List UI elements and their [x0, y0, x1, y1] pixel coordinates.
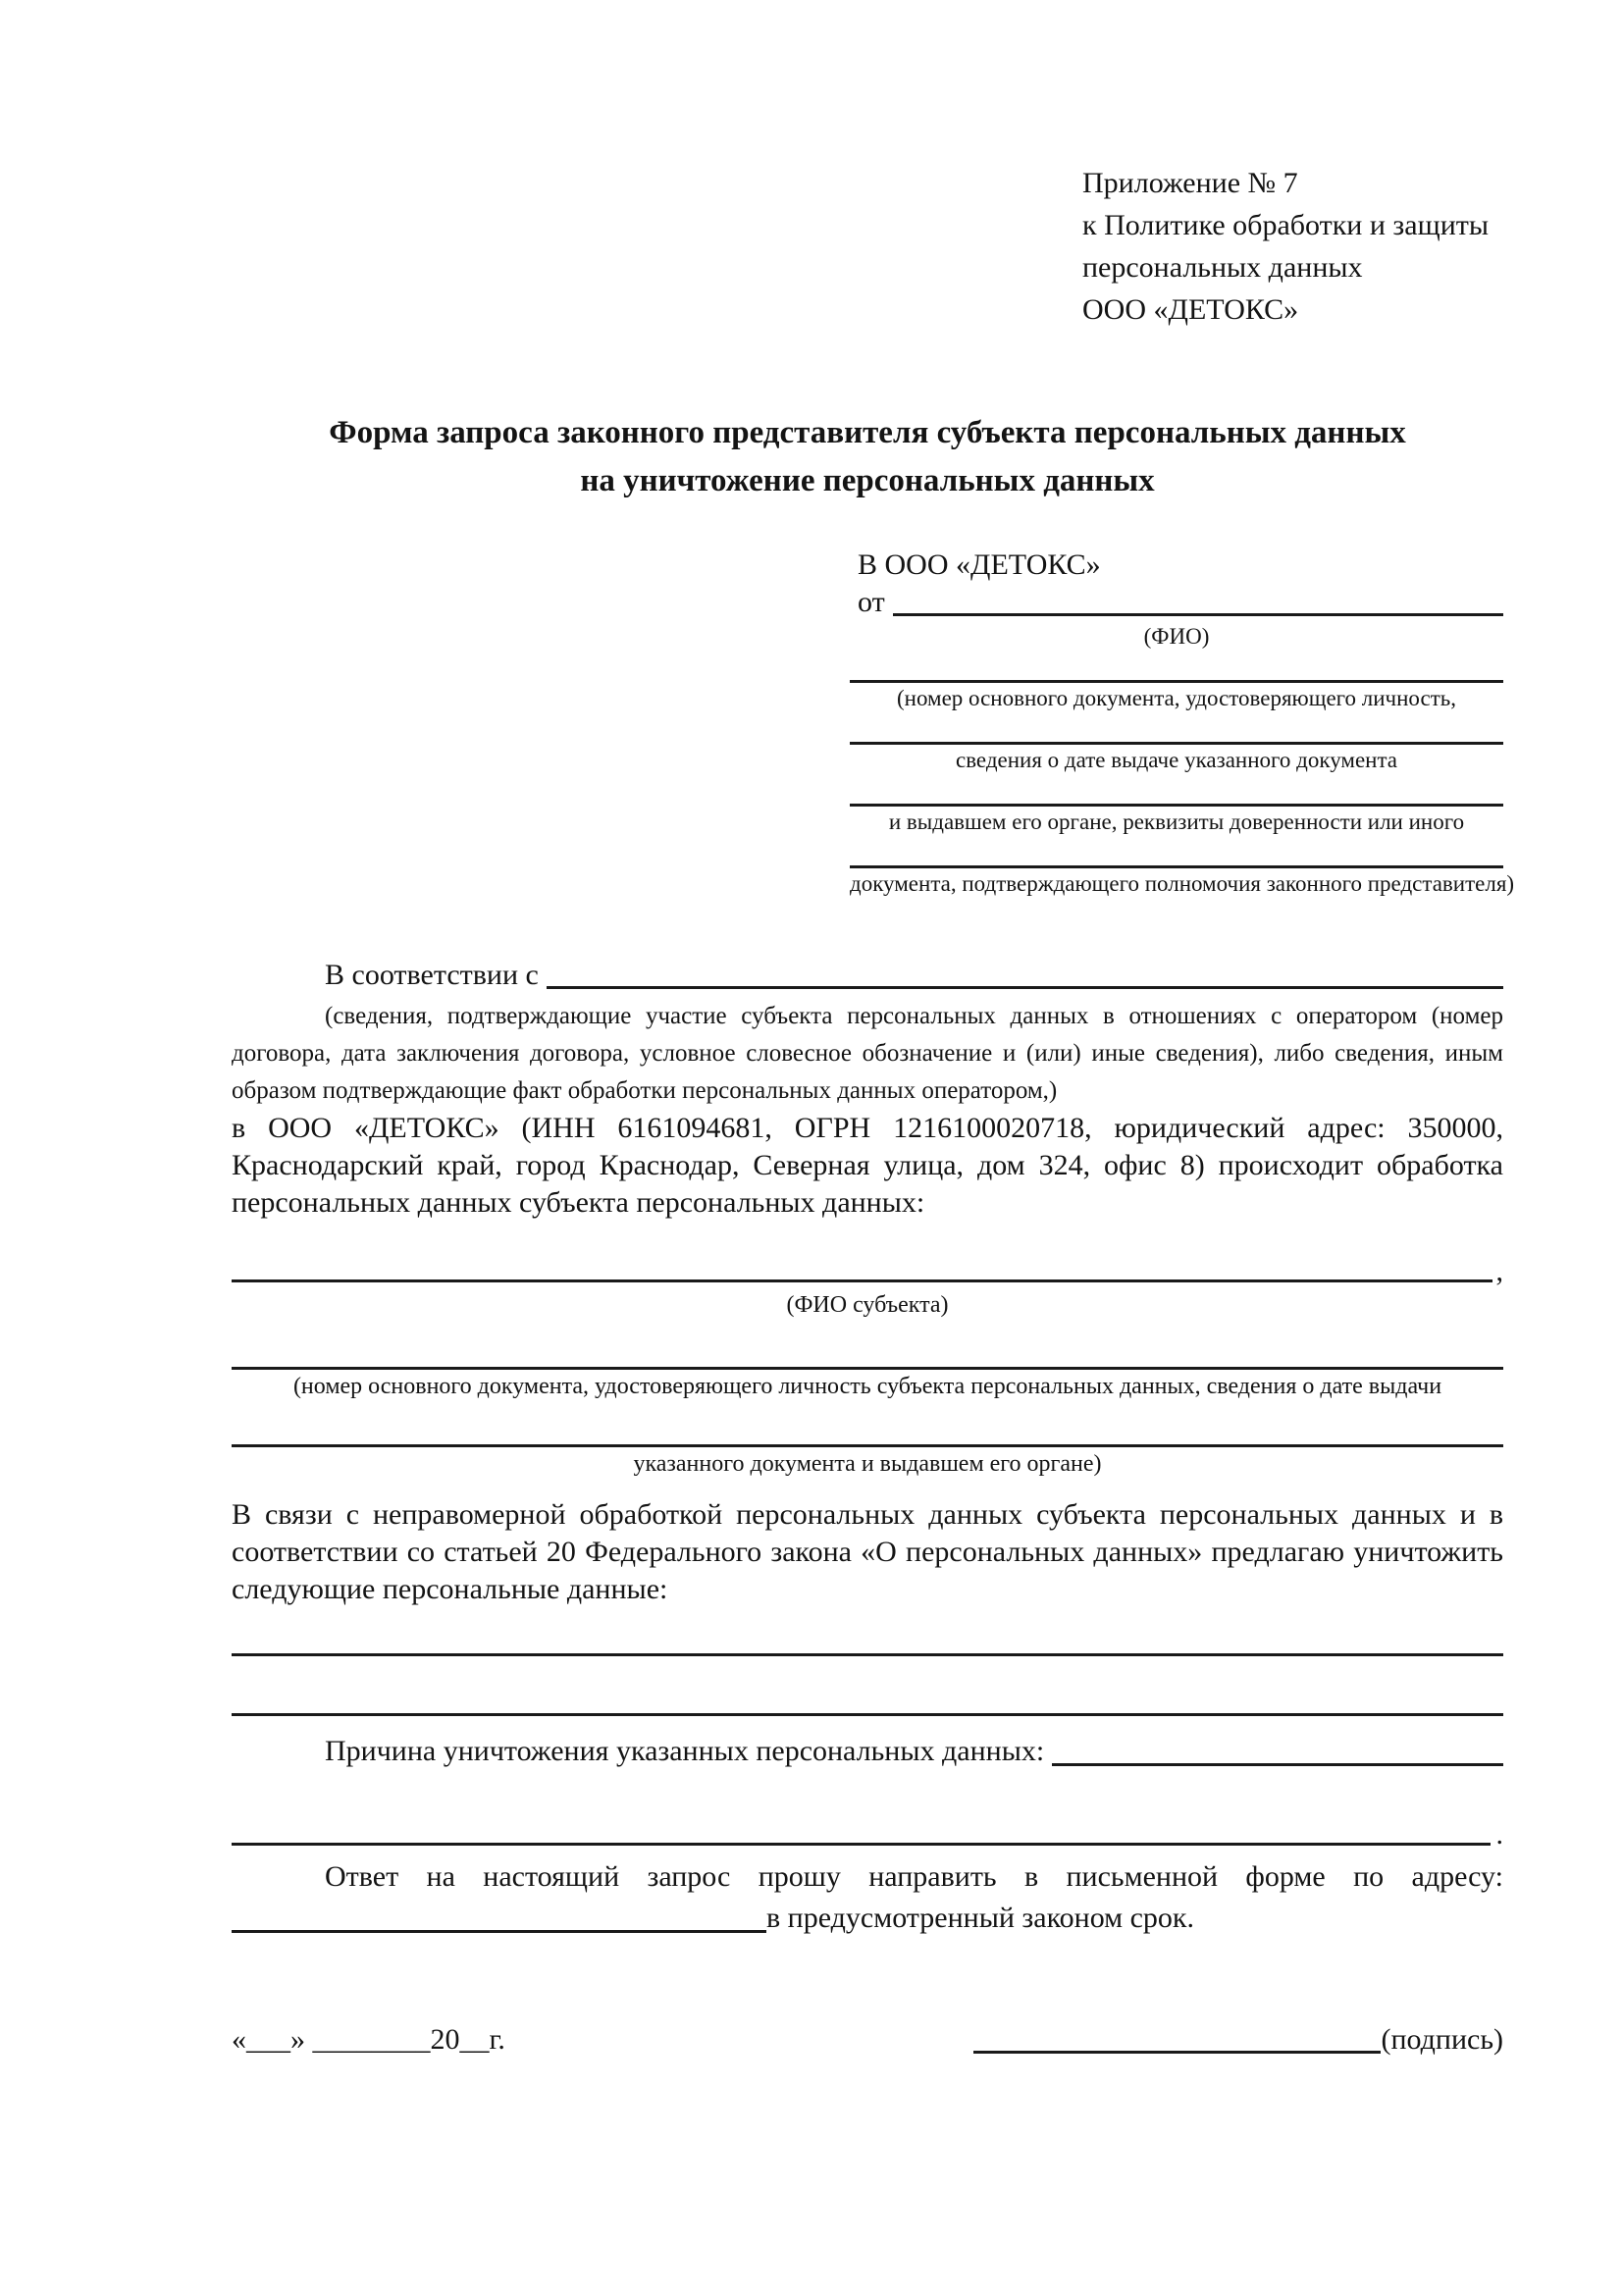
reason-row [232, 1732, 1503, 1771]
operator-processing-paragraph: в ООО «ДЕТОКС» (ИНН 6161094681, ОГРН 1216100020718, юридический адрес: 350000, Краснодарский край, город Краснодар, Северная улица, дом 324, офис 8) происходит обработка персональных данных субъекта персональных данных: [232, 1112, 1503, 1219]
data-to-destroy-blank-1 [232, 1653, 1503, 1656]
id-document-caption-2: сведения о дате выдаче указанного документа [955, 748, 1398, 772]
answer-address-row [232, 1899, 1503, 1938]
signature-caption: (подпись) [1381, 2023, 1503, 2056]
document-title [232, 409, 1503, 505]
subject-fio-row [232, 1255, 1503, 1288]
subject-doc-blank-2 [232, 1444, 1503, 1447]
id-document-blank-2 [850, 742, 1503, 745]
appendix-line-3: персональных данных [1082, 251, 1363, 284]
fineprint-note: (сведения, подтверждающие участие субъекта персональных данных в отношениях с оператором (номер договора, дата заключения договора, условное словесное обозначение и (или) иные сведения), либо сведения, иным образом подтверждающие факт обработки персональных данных оператором,) [232, 1003, 1503, 1104]
id-document-blank-1 [850, 680, 1503, 683]
reason-blank [1052, 1762, 1503, 1766]
answer-address-blank [232, 1930, 766, 1933]
signature-blank [973, 2051, 1381, 2054]
appendix-line-4: ООО «ДЕТОКС» [1082, 293, 1299, 326]
from-row [850, 584, 1503, 621]
appendix-block [1082, 162, 1503, 331]
fio-caption: (ФИО) [1143, 624, 1210, 649]
destruction-request-paragraph: В связи с неправомерной обработкой персональных данных субъекта персональных данных и в соответствии со статьей 20 Федерального закона «О персональных данных» предлагаю уничтожить следующие персональные данные: [232, 1498, 1503, 1605]
data-to-destroy-blank-2 [232, 1713, 1503, 1716]
subject-doc-caption-2: указанного документа и выдавшем его органе) [633, 1451, 1102, 1477]
representative-name-blank [893, 612, 1503, 616]
id-document-blank-4 [850, 865, 1503, 868]
subject-fio-caption: (ФИО субъекта) [786, 1292, 949, 1318]
footer-row [232, 2020, 1503, 2060]
appendix-line-1: Приложение № 7 [1082, 167, 1298, 199]
trailing-comma: , [1495, 1255, 1503, 1287]
id-document-caption-1: (номер основного документа, удостоверяющего личность, [896, 686, 1456, 710]
signature-group [973, 2020, 1503, 2060]
title-line-2: на уничтожение персональных данных [580, 463, 1155, 498]
reason-continuation-blank [232, 1843, 1491, 1846]
accordance-row [232, 957, 1503, 994]
answer-paragraph: Ответ на настоящий запрос прошу направить в письменной форме по адресу: [325, 1860, 1503, 1893]
addressee-block [850, 547, 1515, 898]
addressee-organization: В ООО «ДЕТОКС» [858, 548, 1101, 581]
subject-fio-blank [232, 1279, 1492, 1282]
title-line-1: Форма запроса законного представителя субъекта персональных данных [329, 415, 1406, 450]
reason-label: Причина уничтожения указанных персональных данных: [325, 1735, 1045, 1767]
accordance-blank [547, 985, 1503, 989]
id-document-blank-3 [850, 804, 1503, 807]
from-label: от [858, 586, 885, 618]
answer-tail: в предусмотренный законом срок. [766, 1902, 1194, 1934]
trailing-period: . [1495, 1818, 1503, 1851]
subject-doc-caption-1: (номер основного документа, удостоверяющего личность субъекта персональных данных, сведения о дате выдачи [292, 1374, 1442, 1399]
accordance-lead: В соответствии с [325, 959, 539, 991]
reason-continuation-row [232, 1818, 1503, 1852]
id-document-caption-4: документа, подтверждающего полномочия законного представителя) [850, 871, 1515, 896]
subject-doc-blank-1 [232, 1367, 1503, 1370]
id-document-caption-3: и выдавшем его органе, реквизиты доверенности или иного [888, 809, 1465, 834]
appendix-line-2: к Политике обработки и защиты [1082, 209, 1490, 241]
date-field: «___» ________20__г. [232, 2023, 505, 2056]
